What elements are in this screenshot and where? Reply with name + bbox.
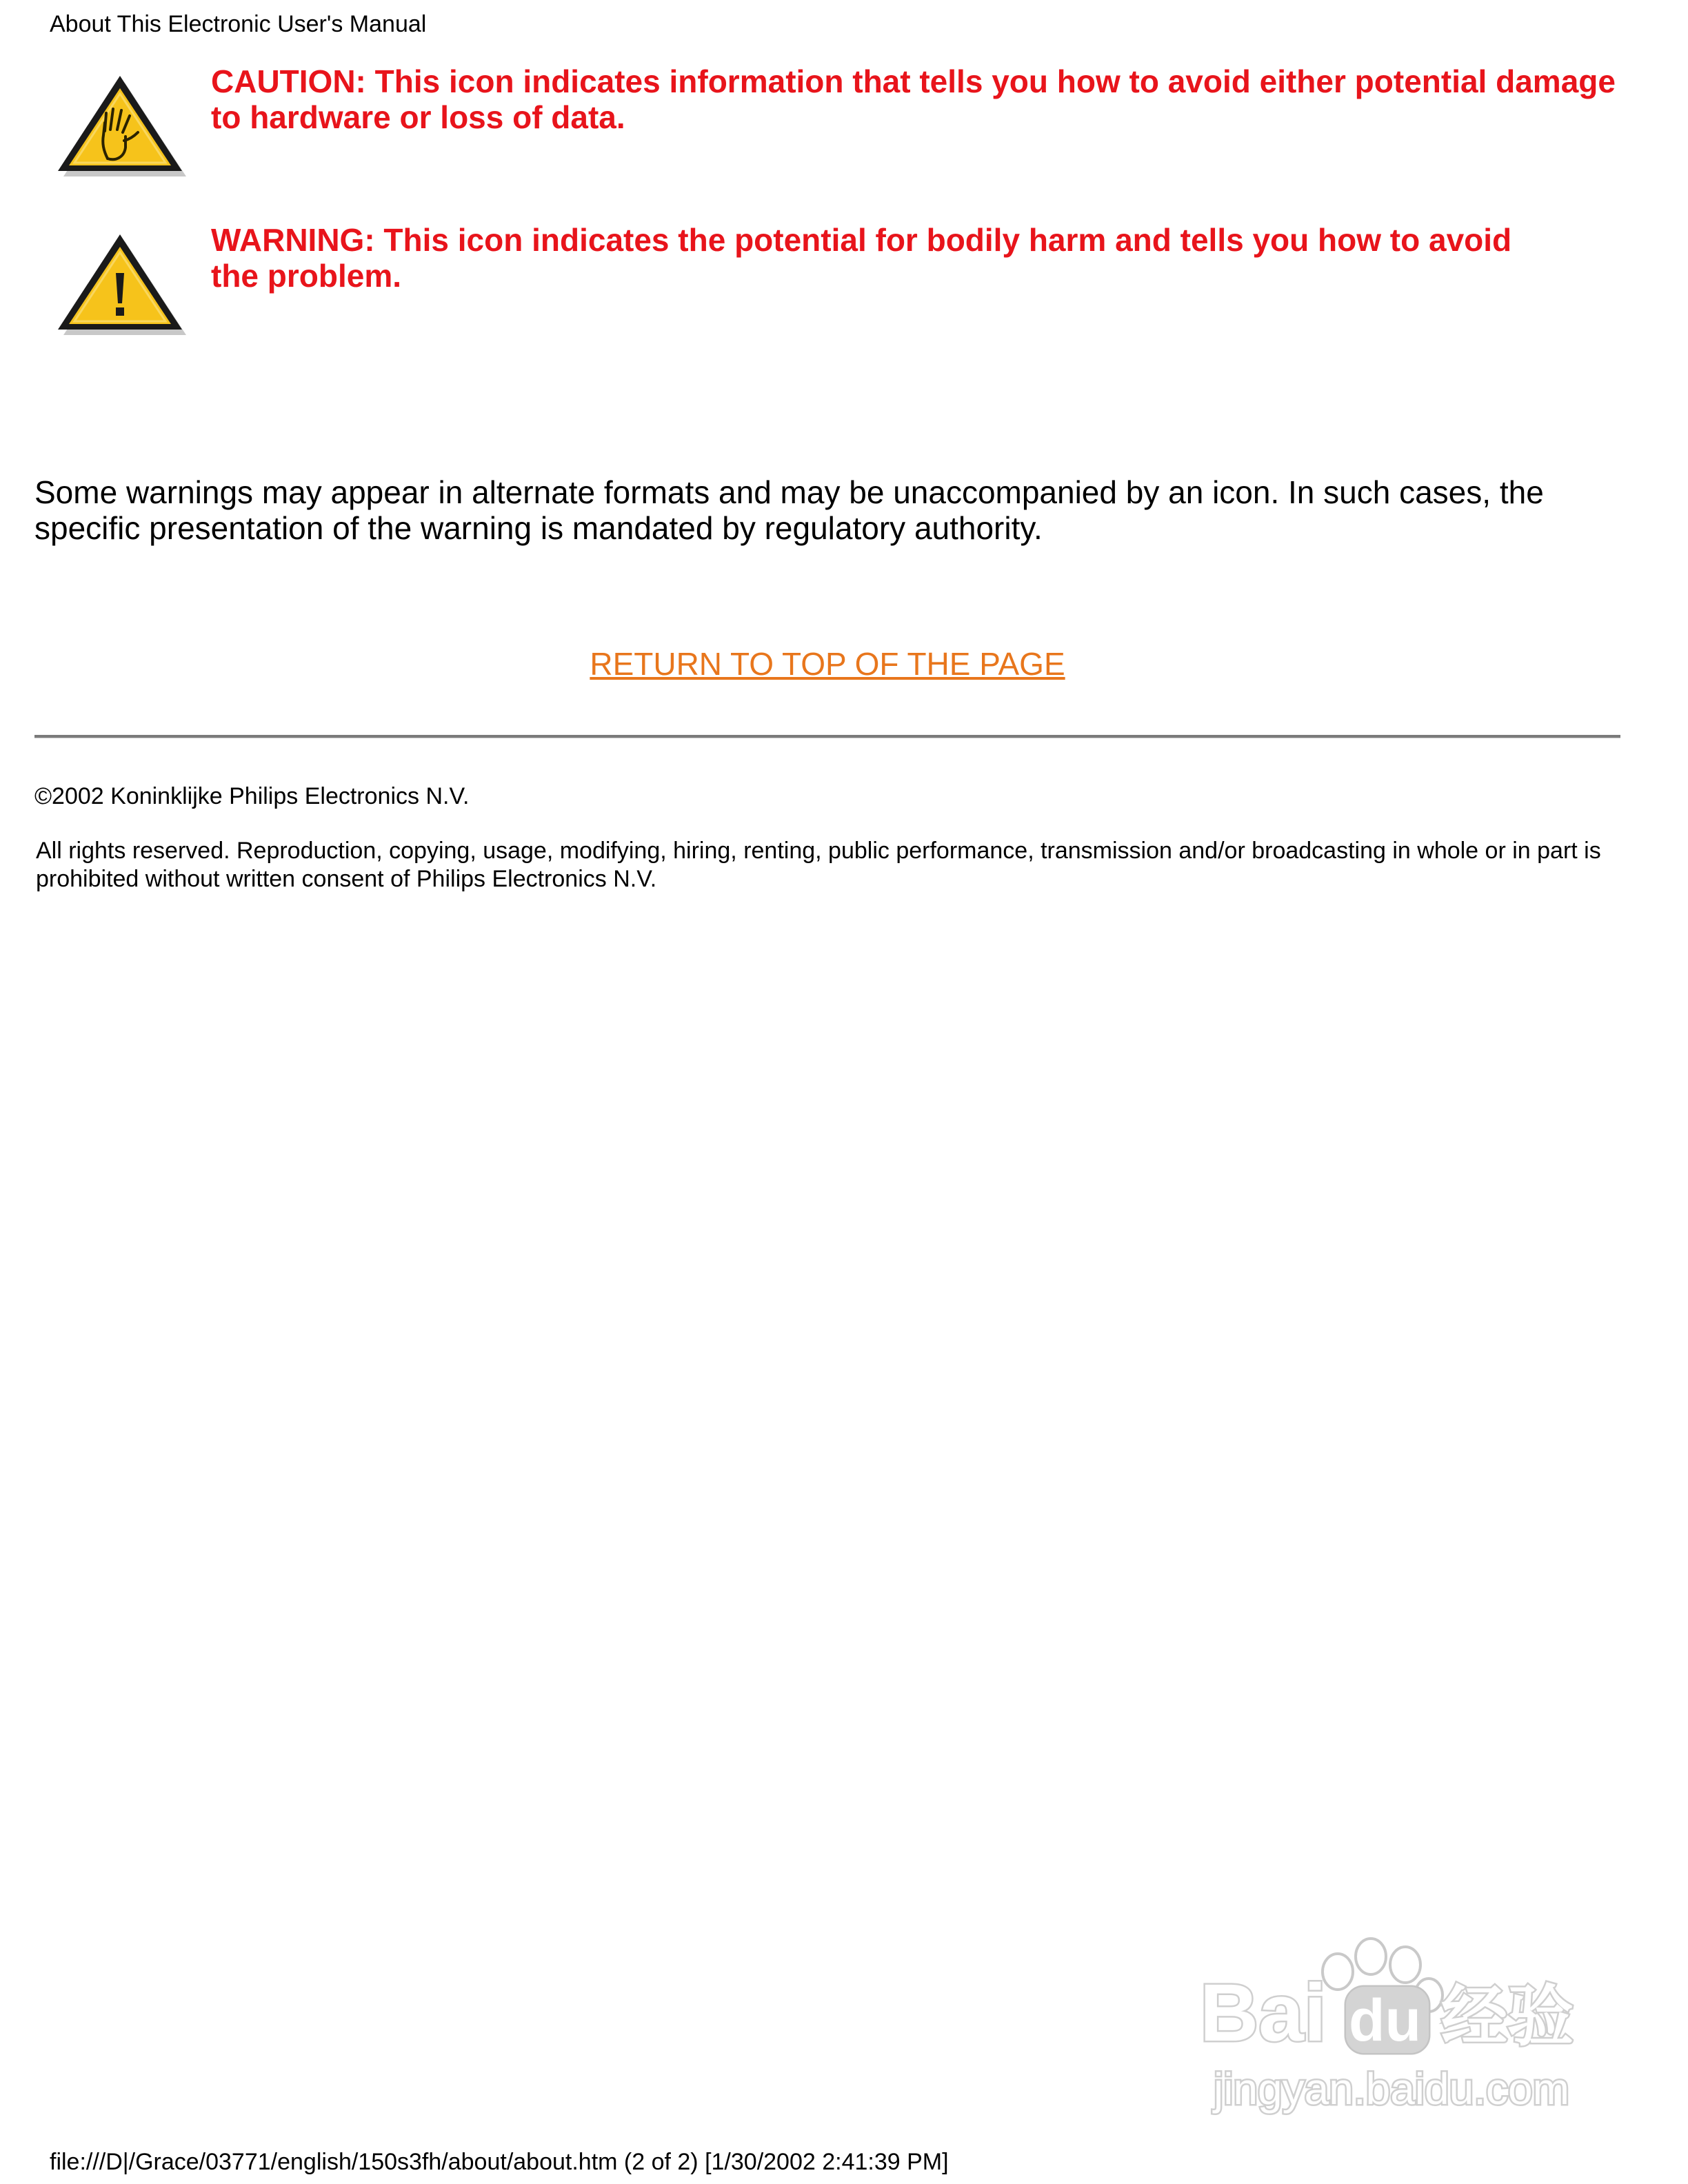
caution-notice: [39, 63, 1625, 188]
rights-reserved-notice: All rights reserved. Reproduction, copying, usage, modifying, hiring, renting, public performance, transmission and/or broadcasting in whole or in part is prohibited without written consent of Philips Electronics N.V.: [36, 838, 1601, 892]
warning-text: WARNING: This icon indicates the potential for bodily harm and tells you how to avoid the problem.: [211, 222, 1512, 294]
copyright-notice: ©2002 Koninklijke Philips Electronics N.V.: [34, 783, 470, 809]
watermark-brand-suffix: du: [1349, 1988, 1422, 2054]
alternate-format-paragraph: Some warnings may appear in alternate formats and may be unaccompanied by an icon. In such cases, the specific presentation of the warning is mandated by regulatory authority.: [34, 474, 1544, 546]
paw-toe-3: [1390, 1947, 1420, 1983]
watermark-brand: Bai: [1200, 1968, 1327, 2059]
page-header-title: About This Electronic User's Manual: [50, 11, 427, 37]
file-path-footer: file:///D|/Grace/03771/english/150s3fh/about/about.htm (2 of 2) [1/30/2002 2:41:39 PM]: [50, 2149, 949, 2175]
watermark-url: jingyan.baidu.com: [1214, 2064, 1569, 2114]
caution-text: CAUTION: This icon indicates information that tells you how to avoid either potential damage to hardware or loss of data.: [211, 63, 1616, 135]
paw-toe-1: [1323, 1954, 1353, 1990]
paw-toe-2: [1356, 1939, 1386, 1974]
caution-hand-icon: [48, 63, 193, 188]
warning-notice: [39, 222, 1625, 346]
baidu-jingyan-watermark: [1186, 1923, 1600, 2123]
watermark-chinese: 经验: [1441, 1978, 1574, 2055]
return-to-top-container: [0, 645, 1655, 683]
return-to-top-link[interactable]: RETURN TO TOP OF THE PAGE: [590, 646, 1065, 682]
horizontal-divider: [34, 735, 1620, 738]
warning-exclamation-icon: [48, 222, 193, 346]
